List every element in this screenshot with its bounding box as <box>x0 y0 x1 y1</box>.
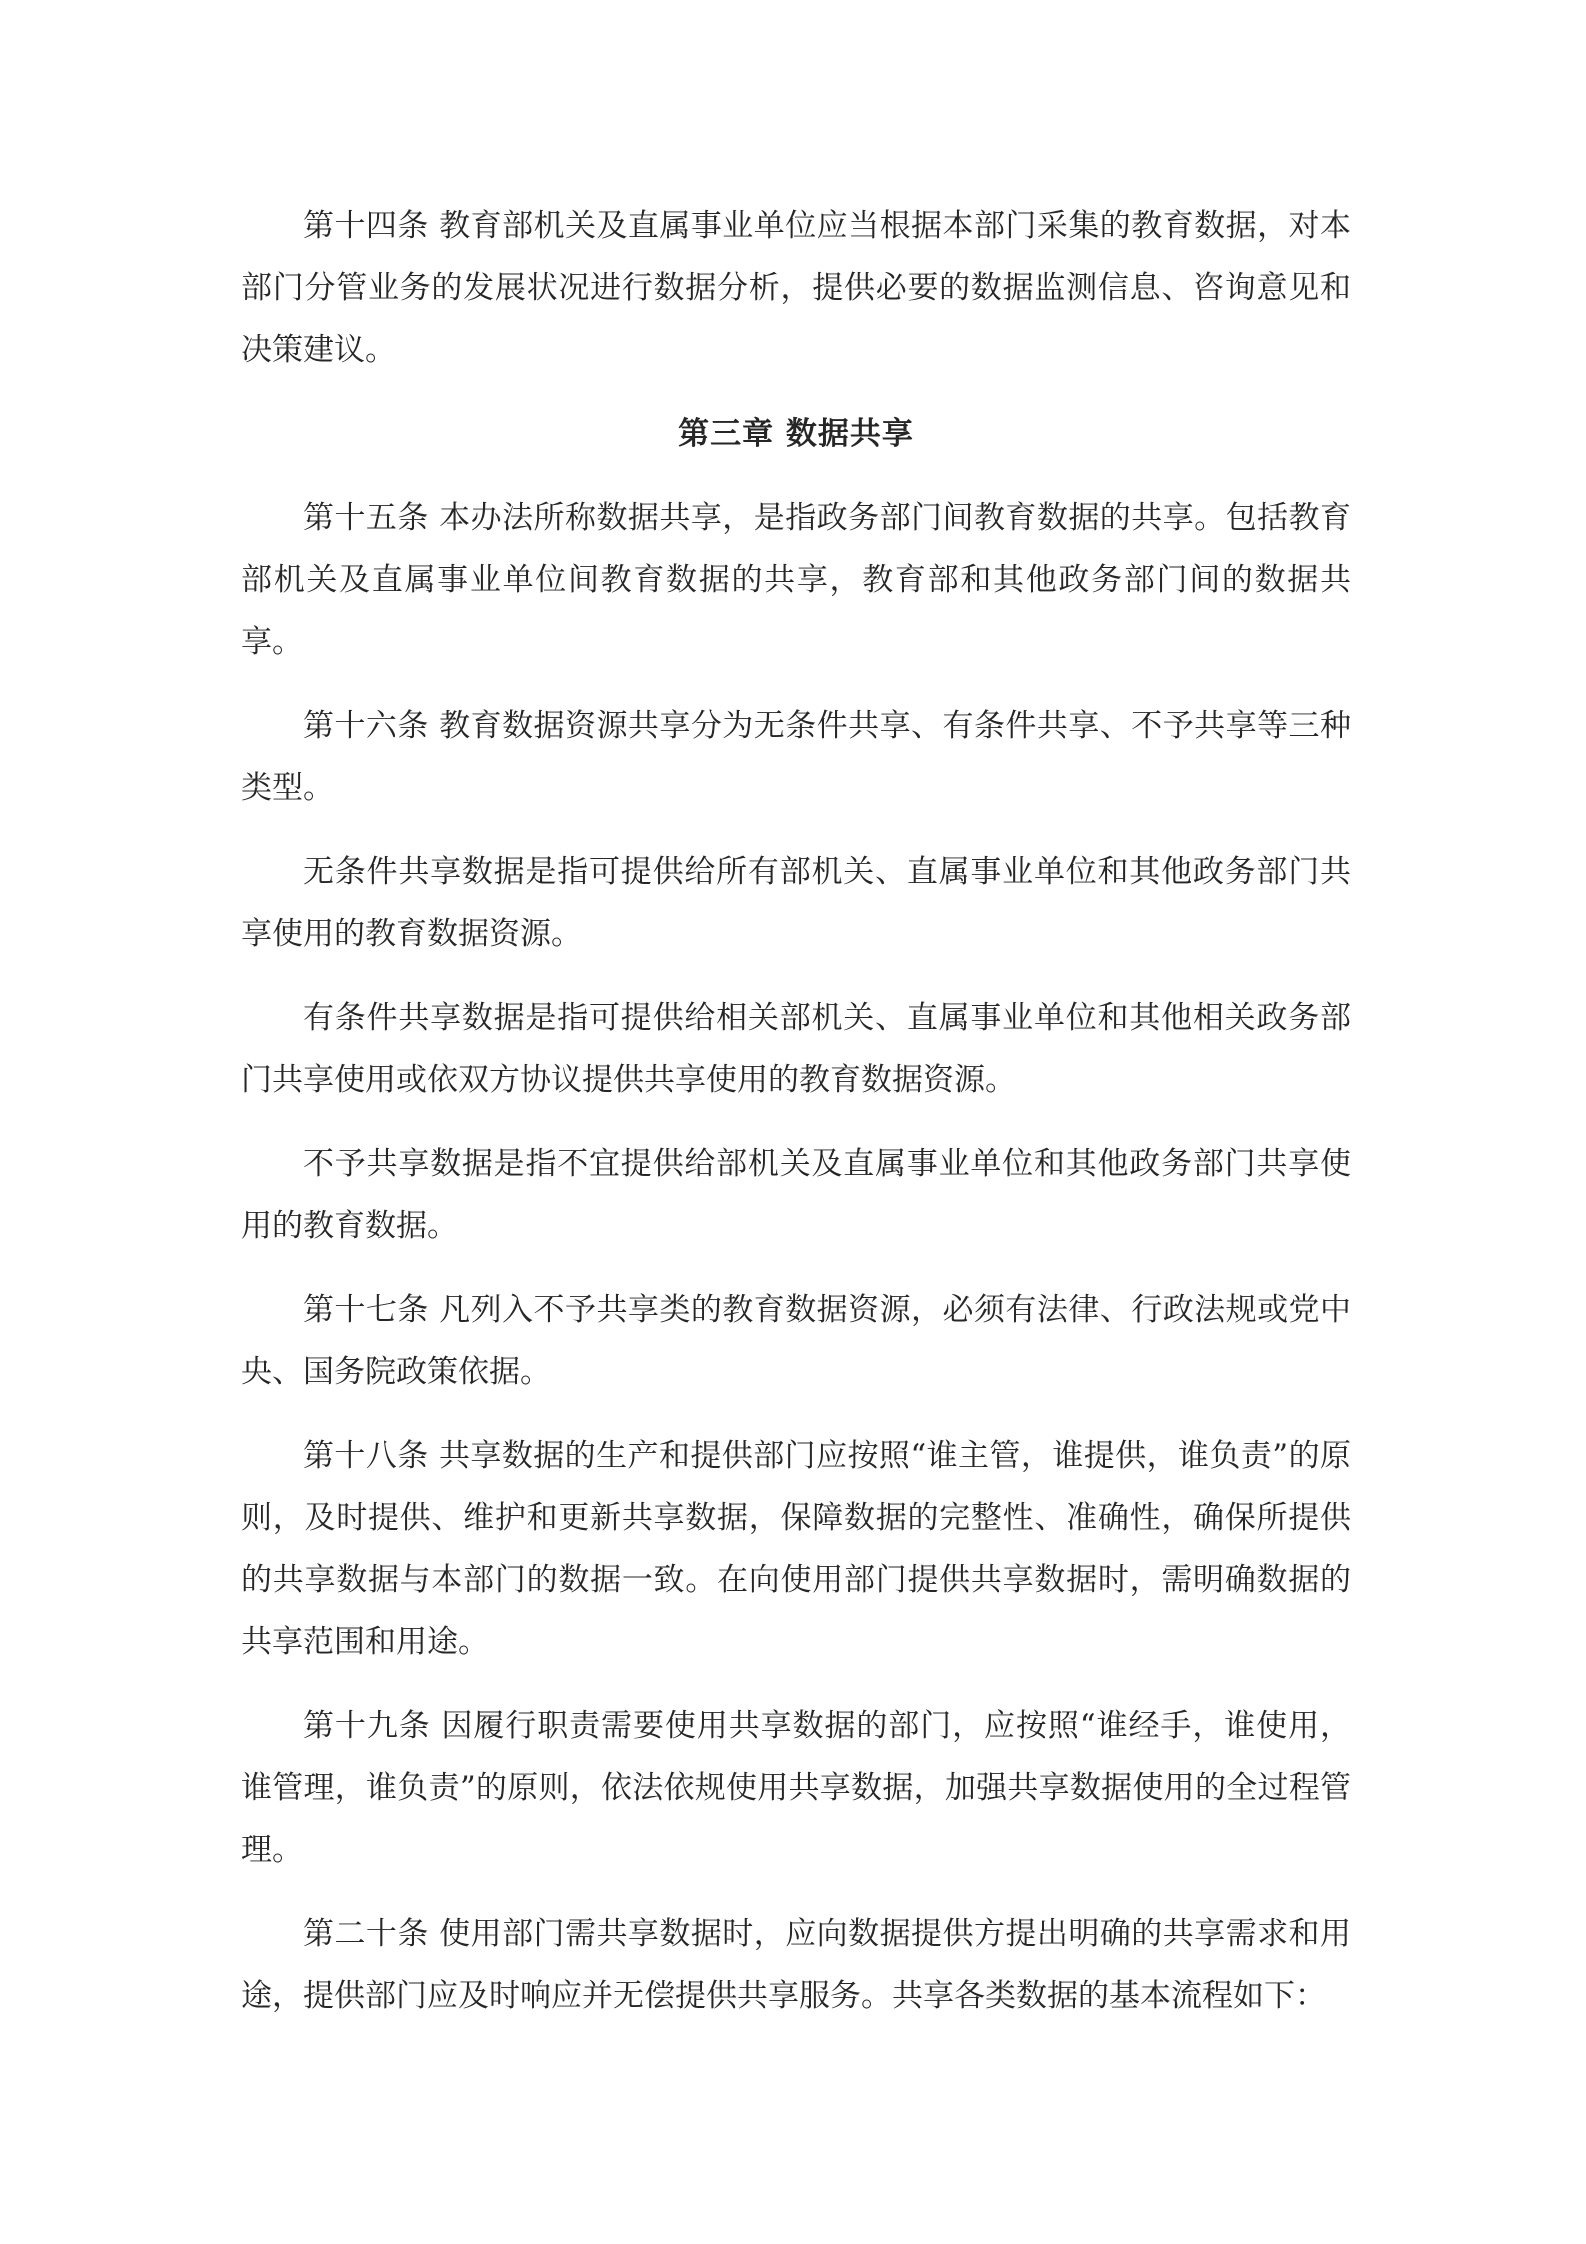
article-19-paragraph: 第十九条 因履行职责需要使用共享数据的部门，应按照“谁经手，谁使用，谁管理，谁负责”的原则，依法依规使用共享数据，加强共享数据使用的全过程管理。 <box>241 1708 1351 1868</box>
article-16-paragraph: 第十六条 教育数据资源共享分为无条件共享、有条件共享、不予共享等三种类型。 <box>241 708 1351 806</box>
article-14-paragraph: 第十四条 教育部机关及直属事业单位应当根据本部门采集的教育数据，对本部门分管业务的发展状况进行数据分析，提供必要的数据监测信息、咨询意见和决策建议。 <box>241 208 1351 368</box>
document-page <box>241 195 1351 2049</box>
unconditional-share-paragraph: 无条件共享数据是指可提供给所有部机关、直属事业单位和其他政务部门共享使用的教育数据资源。 <box>241 854 1351 952</box>
chapter-heading: 第三章 数据共享 <box>678 416 914 452</box>
conditional-share-paragraph: 有条件共享数据是指可提供给相关部机关、直属事业单位和其他相关政务部门共享使用或依双方协议提供共享使用的教育数据资源。 <box>241 1000 1351 1098</box>
article-18-paragraph: 第十八条 共享数据的生产和提供部门应按照“谁主管，谁提供，谁负责”的原则，及时提供、维护和更新共享数据，保障数据的完整性、准确性，确保所提供的共享数据与本部门的数据一致。在向使用部门提供共享数据时，需明确数据的共享范围和用途。 <box>241 1438 1351 1660</box>
no-share-paragraph: 不予共享数据是指不宜提供给部机关及直属事业单位和其他政务部门共享使用的教育数据。 <box>241 1146 1351 1244</box>
article-20-paragraph: 第二十条 使用部门需共享数据时，应向数据提供方提出明确的共享需求和用途，提供部门应及时响应并无偿提供共享服务。共享各类数据的基本流程如下： <box>241 1916 1351 2014</box>
article-15-paragraph: 第十五条 本办法所称数据共享，是指政务部门间教育数据的共享。包括教育部机关及直属事业单位间教育数据的共享，教育部和其他政务部门间的数据共享。 <box>241 500 1351 660</box>
article-17-paragraph: 第十七条 凡列入不予共享类的教育数据资源，必须有法律、行政法规或党中央、国务院政策依据。 <box>241 1292 1351 1390</box>
